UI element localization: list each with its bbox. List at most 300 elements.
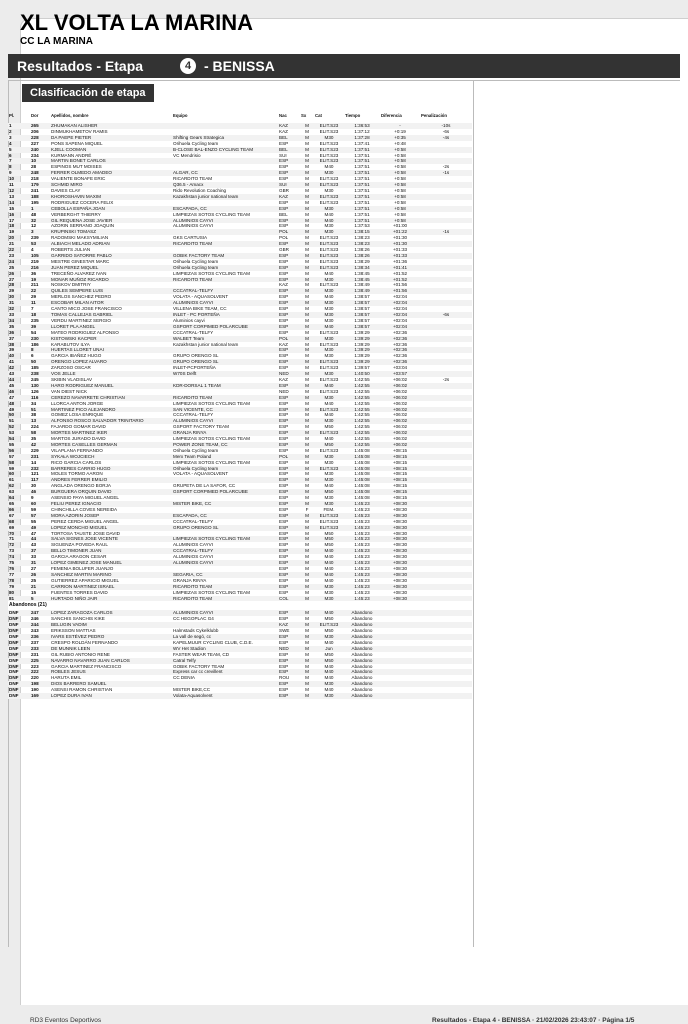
abandons-label: Abandonos (21) — [8, 601, 472, 610]
table-cell: ELIT.S23 — [314, 123, 344, 129]
table-cell: 32 — [9, 306, 15, 312]
table-cell: +0:58 — [394, 164, 406, 170]
table-cell: LIMPIEZAS SOTOS CYCLING TEAM — [173, 589, 250, 595]
table-cell: GRANJA RINYA — [173, 577, 207, 583]
table-cell: M30 — [314, 336, 344, 342]
table-cell: M — [300, 634, 314, 640]
table-cell: 228 — [30, 135, 50, 141]
table-cell: +02:36 — [380, 347, 420, 353]
table-cell: 1:38:49 — [344, 288, 380, 294]
table-cell: ESP — [279, 663, 289, 669]
table-cell: 238 — [30, 371, 50, 377]
footer-page-info: Resultados - Etapa 4 - BENISSA · 21/02/2026 23:43:07 · Página 1/5 — [432, 1017, 635, 1024]
table-cell: RICARDITO TEAM — [173, 176, 213, 182]
table-cell: +08:30 — [392, 542, 408, 548]
table-cell: CARRION MARTINEZ ISRAEL — [50, 584, 172, 590]
table-cell: M — [300, 336, 314, 342]
table-cell: BEL — [278, 135, 300, 141]
table-cell: ALUMINIOS CAYVI — [172, 300, 278, 306]
table-cell: 1:45:08 — [344, 477, 380, 483]
table-cell: +06:02 — [392, 436, 408, 442]
table-cell: 29 — [8, 288, 30, 294]
table-cell: KAZ — [278, 123, 300, 129]
table-cell: M — [300, 158, 314, 164]
table-cell: M — [305, 495, 309, 501]
table-cell: HUERTAS LLORET UNAI — [50, 347, 172, 353]
table-cell: M — [305, 663, 309, 669]
table-cell: +08:15 — [380, 454, 420, 460]
table-cell: +08:30 — [380, 513, 420, 519]
table-cell: MERLOS SANCHEZ PEDRO — [51, 294, 112, 300]
table-cell: M — [300, 658, 314, 664]
table-cell: DNF — [9, 628, 19, 634]
table-cell: MORTES CASELLES GERMAN — [50, 442, 172, 448]
table-cell: 7 — [31, 306, 34, 312]
table-cell: +0:58 — [380, 206, 420, 212]
table-cell: SALVA SIGNES JOSE VICENTE — [50, 536, 172, 542]
table-cell: 1:37:53 — [354, 223, 370, 229]
table-cell: 74 — [9, 554, 15, 560]
table-cell: +08:30 — [392, 506, 408, 512]
table-cell: 117 — [30, 477, 50, 483]
table-cell: 71 — [8, 536, 30, 542]
table-cell: 12 — [31, 223, 37, 229]
table-cell: ESP — [278, 489, 300, 495]
table-cell: M — [300, 253, 314, 259]
table-cell: M — [305, 353, 309, 359]
table-cell: +06:02 — [392, 400, 408, 406]
table-cell: DNF — [8, 658, 30, 664]
table-cell: 243 — [31, 628, 39, 634]
table-cell: 5 — [8, 147, 30, 153]
table-cell: +08:30 — [380, 536, 420, 542]
table-cell: LIMPIEZAS SOTOS CYCLING TEAM — [173, 459, 250, 465]
table-cell: M — [305, 152, 309, 158]
table-cell: 1:45:23 — [354, 506, 370, 512]
table-cell: GARCIA MARTINEZ FRANCISCO — [51, 663, 122, 669]
table-cell: 219 — [31, 258, 39, 264]
table-cell: ELIT.S23 — [314, 359, 344, 365]
table-cell: +01:56 — [380, 288, 420, 294]
table-cell: Abandono — [351, 616, 373, 622]
table-cell: W70S Delft — [172, 371, 278, 377]
table-cell: 105 — [30, 253, 50, 259]
table-cell: 8 — [30, 347, 50, 353]
table-cell: CANTO MICO JOSE FRANCISCO — [51, 306, 122, 312]
table-cell: 7 — [8, 158, 30, 164]
table-cell: 185 — [31, 365, 39, 371]
table-cell: ESP — [278, 324, 300, 330]
table-cell: 31 — [30, 560, 50, 566]
table-row — [8, 324, 472, 330]
table-cell: M — [300, 646, 314, 652]
table-cell: 38 — [9, 341, 15, 347]
table-cell: ESP — [279, 639, 289, 645]
table-cell: M — [305, 412, 309, 418]
table-cell: ELIT.S23 — [319, 329, 339, 335]
table-cell: KAZ — [279, 282, 288, 288]
table-cell: 15 — [31, 589, 37, 595]
table-cell: ESP — [278, 536, 300, 542]
table-cell: 1:42:55 — [354, 436, 370, 442]
table-cell: 1:38:45 — [354, 270, 370, 276]
table-cell: 248 — [30, 170, 50, 176]
table-cell: 1:37:51 — [344, 218, 380, 224]
table-cell: M50 — [314, 536, 344, 542]
table-cell: M — [305, 282, 309, 288]
table-cell: 244 — [30, 622, 50, 628]
table-cell: M — [305, 187, 309, 193]
table-cell: VOLATA - AQUASOLVENT — [173, 471, 229, 477]
table-cell: ELIT.S23 — [319, 152, 339, 158]
table-cell: +08:30 — [380, 560, 420, 566]
table-cell: M — [300, 241, 314, 247]
table-cell: M50 — [324, 628, 334, 634]
table-cell: ROU — [279, 675, 290, 681]
table-cell: FEMENIA BOLUFER JUANJO — [51, 565, 114, 571]
table-cell: CHINCHILLA COVES NEREIDA — [51, 506, 118, 512]
table-cell: 1:45:23 — [354, 542, 370, 548]
table-cell: 53 — [30, 241, 50, 247]
table-cell: ELIT.S23 — [319, 447, 339, 453]
table-cell: 211 — [31, 282, 39, 288]
table-cell: ESP — [278, 466, 300, 472]
table-cell: +08:15 — [380, 477, 420, 483]
table-cell: M — [300, 123, 314, 129]
table-cell: 68 — [9, 518, 15, 524]
table-cell: M40 — [324, 687, 334, 693]
table-cell: SUI — [279, 152, 287, 158]
table-cell: VILAPLANA FERNANDO — [51, 447, 103, 453]
table-cell: MARTIN BONET CARLOS — [50, 158, 172, 164]
table-cell: KAZ — [278, 194, 300, 200]
table-cell: ESCAPADA, CC — [172, 513, 278, 519]
table-row — [8, 147, 472, 153]
table-cell: M — [300, 610, 314, 616]
table-cell: 41 — [8, 359, 30, 365]
table-cell: M — [300, 454, 314, 460]
table-cell: ESCAPADA, CC — [172, 206, 278, 212]
table-cell: +08:15 — [380, 466, 420, 472]
table-cell: 1:37:12 — [354, 128, 370, 134]
table-cell: CCCATRAL-TELFY — [172, 548, 278, 554]
table-cell: ELIT.S23 — [319, 140, 339, 146]
table-cell: GRUPETA DE LA SAFOR, CC — [173, 483, 236, 489]
table-cell: M — [305, 223, 309, 229]
table-cell: SAN VICENTE, CC — [172, 407, 278, 413]
table-cell: +06:02 — [392, 412, 408, 418]
table-cell: CCCATRAL-TELFY — [173, 518, 214, 524]
table-cell: 126 — [31, 388, 39, 394]
table-cell: M50 — [314, 489, 344, 495]
table-cell: 28 — [31, 164, 37, 170]
table-cell: ELIT.S23 — [319, 176, 339, 182]
table-cell: 1:42:55 — [354, 400, 370, 406]
table-cell: M — [305, 247, 309, 253]
table-cell: +08:30 — [392, 577, 408, 583]
table-cell: 69 — [8, 525, 30, 531]
table-cell: 247 — [30, 610, 50, 616]
table-cell: Abandono — [344, 634, 380, 640]
table-row — [8, 271, 472, 277]
table-cell: DNF — [8, 669, 30, 675]
table-cell: GBR — [279, 187, 289, 193]
table-cell: ESPINOS MUT MOISES — [51, 164, 102, 170]
table-cell: ELIT.S23 — [314, 407, 344, 413]
section-title: Clasificación de etapa — [22, 84, 154, 102]
table-cell: NAVARRO NAVARRO JUAN CARLOS — [50, 658, 172, 664]
table-cell: KAZ — [279, 341, 288, 347]
table-cell: VAN DIEST NICK — [51, 388, 88, 394]
table-cell: 186 — [31, 341, 39, 347]
table-cell: 169 — [30, 693, 50, 699]
table-cell: M30 — [314, 634, 344, 640]
table-cell: 236 — [30, 634, 50, 640]
table-cell: 1:45:08 — [354, 459, 370, 465]
table-cell: +02:04 — [380, 324, 420, 330]
table-cell: M — [305, 199, 309, 205]
table-cell: 230 — [30, 336, 50, 342]
table-cell: +01:52 — [392, 270, 408, 276]
table-cell: GARCIA IBAÑEZ HUGO — [51, 353, 102, 359]
table-cell: ESP — [278, 158, 300, 164]
table-cell: DNF — [9, 663, 19, 669]
column-header: Nac — [279, 112, 287, 118]
table-cell: 233 — [30, 646, 50, 652]
table-cell: 1:45:23 — [354, 530, 370, 536]
table-cell: LIMPIEZAS SOTOS CYCLING TEAM — [173, 211, 250, 217]
table-cell: +02:36 — [380, 359, 420, 365]
table-cell: M — [300, 477, 314, 483]
table-cell: +01:56 — [392, 282, 408, 288]
table-cell: ELIT.S23 — [314, 147, 344, 153]
table-cell: KAPELMUUR CYCLING CLUB, C.D.E. — [173, 639, 253, 645]
table-cell: M40 — [324, 294, 334, 300]
table-cell: ESP — [278, 477, 300, 483]
table-cell: Abandono — [344, 658, 380, 664]
table-cell: 59 — [31, 506, 37, 512]
table-cell: BEL — [278, 147, 300, 153]
table-cell: ALUMINIOS CAYVI — [172, 610, 278, 616]
table-cell: M30 — [314, 170, 344, 176]
table-cell: GIL RUBIO ANTONIO RENE — [51, 651, 110, 657]
table-cell: MORTES MARTINEZ IKER — [50, 430, 172, 436]
table-cell: +01:30 — [380, 241, 420, 247]
table-cell: M40 — [324, 554, 334, 560]
table-cell: PONS SAPENA MIQUEL — [51, 140, 103, 146]
table-cell: FAJARDO GOMAR DAVID — [51, 424, 106, 430]
table-cell: M — [300, 572, 314, 578]
table-cell: M40 — [324, 164, 334, 170]
table-cell: M — [305, 651, 309, 657]
table-cell: ESP — [278, 584, 300, 590]
table-cell: ESP — [278, 288, 300, 294]
table-cell: 1:39:29 — [354, 341, 370, 347]
table-cell: ESP — [279, 258, 289, 264]
table-cell: Q36.5 - Amacx — [172, 182, 278, 188]
table-cell: 14 — [31, 459, 37, 465]
table-cell: 76 — [9, 565, 15, 571]
table-cell: 1:42:55 — [354, 376, 370, 382]
table-cell: FUENTES TORRES DAVID — [51, 589, 108, 595]
table-cell: 231 — [30, 454, 50, 460]
table-cell: ELIT.S23 — [314, 253, 344, 259]
table-cell: ESP — [278, 681, 300, 687]
table-cell: 72 — [9, 542, 15, 548]
table-cell: 80 — [9, 589, 15, 595]
table-cell: M — [305, 128, 309, 134]
table-cell: Kazakhstan junior national team — [172, 194, 278, 200]
table-cell: CC DENIA — [173, 675, 195, 681]
table-cell: +01:52 — [380, 277, 420, 283]
table-cell: M — [305, 294, 309, 300]
table-cell: M30 — [314, 418, 344, 424]
table-cell: ESP — [279, 436, 289, 442]
table-cell: +08:30 — [380, 548, 420, 554]
table-cell: M — [305, 140, 309, 146]
table-cell: 1:38:57 — [354, 317, 370, 323]
table-cell: ELIT.S23 — [314, 182, 344, 188]
table-cell: ELIT.S23 — [314, 622, 344, 628]
table-cell: M40 — [324, 211, 334, 217]
table-cell: M — [305, 518, 309, 524]
table-cell: 22 — [30, 288, 50, 294]
table-row — [8, 693, 472, 699]
table-cell: F — [305, 506, 309, 512]
table-cell: 1:37:51 — [354, 176, 370, 182]
table-cell: MARTOS JURADO DAVID — [51, 436, 106, 442]
table-cell: 1:45:08 — [354, 447, 370, 453]
table-cell: +08:30 — [380, 525, 420, 531]
column-header: Equipo — [173, 112, 188, 118]
table-cell: 53 — [8, 430, 30, 436]
table-cell: M — [300, 300, 314, 306]
table-cell: BELUGIN VADIM — [50, 622, 172, 628]
table-cell: 1:42:55 — [344, 407, 380, 413]
table-cell: M — [300, 548, 314, 554]
table-cell: 224 — [31, 424, 39, 430]
table-cell: 195 — [31, 199, 39, 205]
table-cell: +0:58 — [380, 182, 420, 188]
table-cell: 3 — [30, 229, 50, 235]
table-cell: CEREZO NAVARRETE CHRISTIAN — [50, 395, 172, 401]
table-cell: ESP — [279, 199, 289, 205]
table-cell: ELIT.S23 — [319, 376, 339, 382]
table-cell: 59 — [8, 466, 30, 472]
table-cell: KAZ — [279, 376, 288, 382]
table-cell: +08:15 — [380, 489, 420, 495]
table-cell: 1:38:26 — [344, 253, 380, 259]
table-cell: LOPEZ GIMENEZ JOSE MANUEL — [50, 560, 172, 566]
table-cell: 67 — [8, 513, 30, 519]
table-cell: Abandono — [344, 693, 380, 699]
table-cell: Orihuela Cycling team — [172, 466, 278, 472]
table-cell: RICARDITO TEAM — [172, 584, 278, 590]
table-cell: 179 — [30, 182, 50, 188]
table-cell: VOLATA - AQUASOLVENT — [173, 294, 229, 300]
table-cell: MISTER BIKE, CC — [172, 501, 278, 507]
table-cell: NOSKOV DMITRIY — [51, 282, 91, 288]
table-cell: 1:37:51 — [344, 170, 380, 176]
table-cell: M — [305, 235, 309, 241]
table-row — [8, 460, 472, 466]
table-body — [8, 123, 472, 699]
table-cell: ESP — [279, 294, 289, 300]
table-cell: ELIT.S23 — [314, 466, 344, 472]
table-cell: Merx Team Poland — [172, 454, 278, 460]
table-cell: Abandono — [351, 675, 373, 681]
table-cell: +08:30 — [380, 501, 420, 507]
table-cell: 16 — [9, 211, 15, 217]
table-cell: M — [300, 584, 314, 590]
table-cell: 10 — [30, 158, 50, 164]
table-cell: M50 — [314, 442, 344, 448]
table-cell: AZORIN SERRANO JOAQUIN — [51, 223, 115, 229]
table-cell: DIOS BARRERO SAMUEL — [50, 681, 172, 687]
table-cell: ESP — [279, 530, 289, 536]
table-cell: M30 — [314, 312, 344, 318]
table-cell: DE MUNNIK LEEN — [50, 646, 172, 652]
table-cell: 22 — [9, 247, 15, 253]
table-cell: CC HEGOPLAC G4 — [173, 616, 214, 622]
table-cell: +0:58 — [394, 187, 406, 193]
table-cell: GSPORT CORPIMED POLARCUBE — [172, 489, 278, 495]
table-cell: 239 — [31, 235, 39, 241]
table-cell: Kazakhstan junior national team — [173, 341, 239, 347]
table-cell: 36 — [9, 329, 15, 335]
table-cell: 223 — [31, 663, 39, 669]
table-cell: M — [300, 536, 314, 542]
table-cell: BARRERES CARRIO HUGO — [50, 466, 172, 472]
table-cell: M40 — [314, 669, 344, 675]
table-cell: 46 — [30, 489, 50, 495]
table-cell: 44 — [30, 536, 50, 542]
table-cell: KJELL COOMAN — [50, 147, 172, 153]
table-cell: ESP — [279, 223, 289, 229]
table-cell: M40 — [324, 483, 334, 489]
table-cell: +01:33 — [392, 247, 408, 253]
table-cell: CCCATRAL-TELFY — [172, 288, 278, 294]
table-cell: GARCIA ARAGON CESAR — [51, 554, 107, 560]
table-cell: Abandono — [351, 663, 373, 669]
table-cell: GARRIDO SATORRE PABLO — [50, 253, 172, 259]
table-cell: La vall de segó, cc — [172, 634, 278, 640]
table-cell: 1:42:55 — [344, 395, 380, 401]
table-cell: 1:37:51 — [354, 152, 370, 158]
table-cell: 229 — [31, 447, 39, 453]
table-cell: +08:15 — [392, 471, 408, 477]
table-cell: BURGUERA ORQUIN DAVID — [50, 489, 172, 495]
table-cell: 1:45:08 — [354, 495, 370, 501]
table-cell: MORA AZORIN JOSEP — [50, 513, 172, 519]
column-header: Cat — [315, 112, 322, 118]
table-cell: 1:45:23 — [344, 501, 380, 507]
table-cell: DNF — [8, 610, 30, 616]
table-cell: 1:45:23 — [354, 554, 370, 560]
table-cell: M40 — [314, 610, 344, 616]
table-cell: +0:35 — [380, 135, 420, 141]
table-cell: M — [300, 312, 314, 318]
table-cell: 1:45:08 — [354, 483, 370, 489]
table-cell: LIMPIEZAS SOTOS CYCLING TEAM — [173, 270, 250, 276]
table-cell: GRUPO ORENGO SL — [172, 359, 278, 365]
table-cell: +0:58 — [380, 158, 420, 164]
table-cell: 1:42:55 — [354, 424, 370, 430]
table-cell: 39 — [8, 347, 30, 353]
table-cell: 1:42:55 — [354, 412, 370, 418]
table-cell: ELIT.S23 — [314, 525, 344, 531]
table-cell: 216 — [30, 265, 50, 271]
